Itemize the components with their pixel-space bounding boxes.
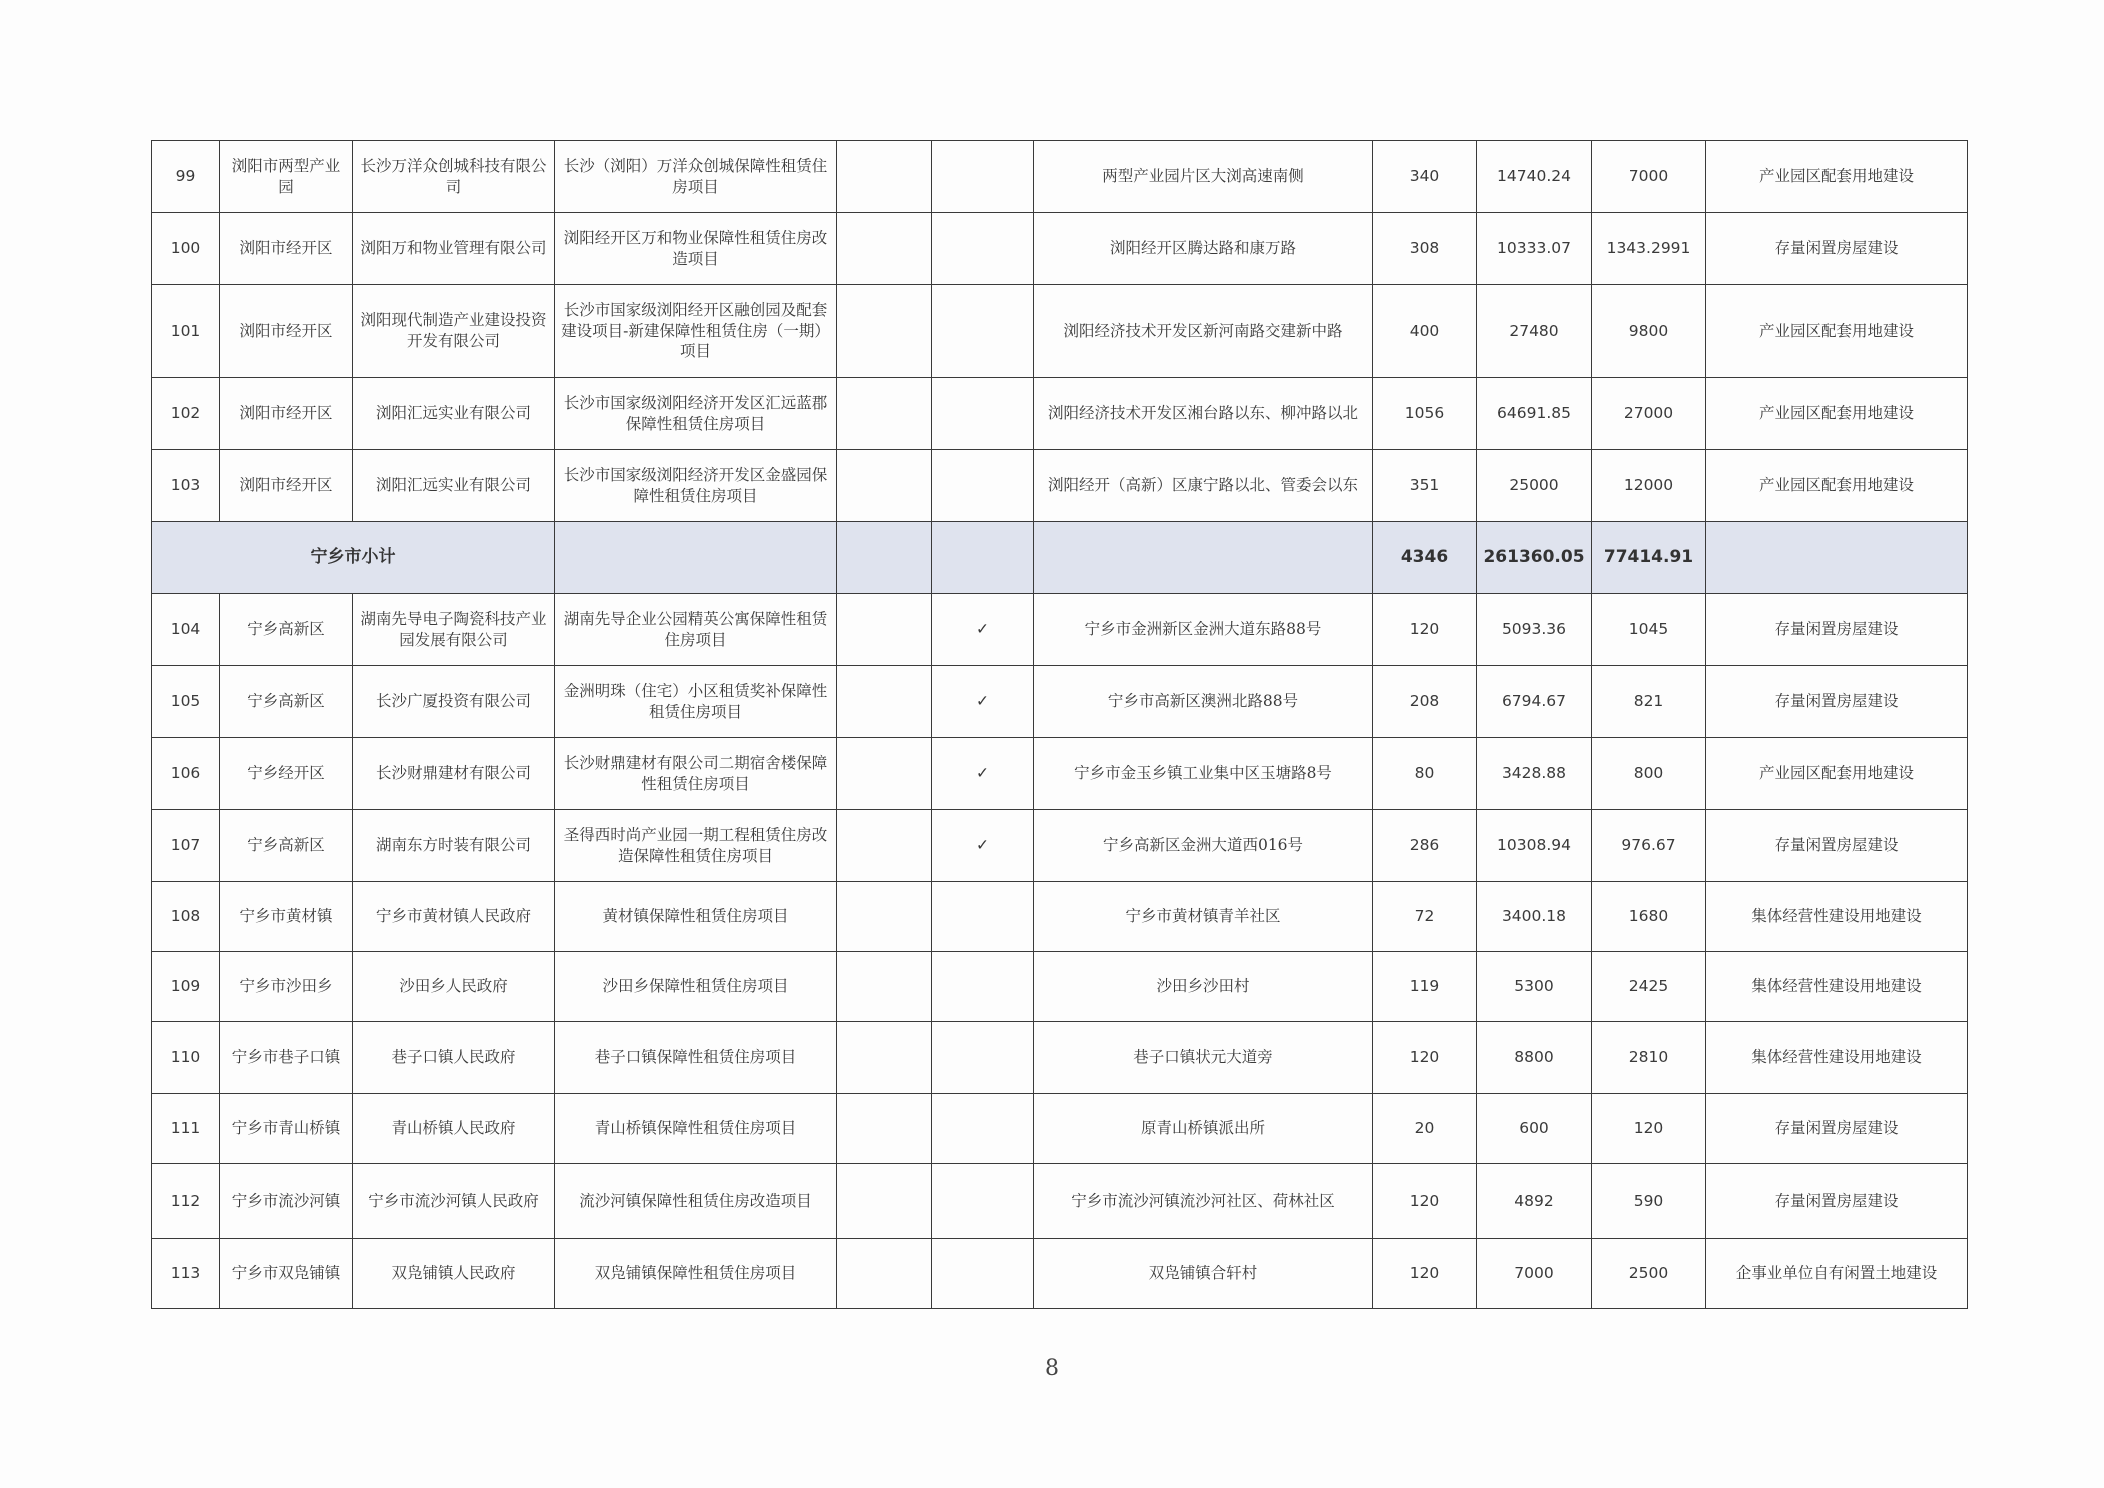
cell-company: 长沙财鼎建材有限公司 [353,738,555,810]
cell-investment: 120 [1592,1094,1706,1164]
cell-units: 80 [1373,738,1477,810]
cell-project-name: 双凫铺镇保障性租赁住房项目 [555,1239,837,1309]
cell-location: 宁乡市高新区澳洲北路88号 [1034,666,1373,738]
cell-location: 双凫铺镇合轩村 [1034,1239,1373,1309]
cell-serial-number: 104 [152,594,220,666]
cell-serial-number: 111 [152,1094,220,1164]
table-row [152,1239,1968,1309]
cell-units: 286 [1373,810,1477,882]
cell-company: 宁乡市黄材镇人民政府 [353,882,555,952]
cell-construction-type: 产业园区配套用地建设 [1706,738,1968,810]
cell-serial-number: 106 [152,738,220,810]
cell-serial-number: 112 [152,1164,220,1239]
cell-serial-number: 109 [152,952,220,1022]
subtotal-floor-area: 261360.05 [1477,522,1592,594]
cell-floor-area: 600 [1477,1094,1592,1164]
cell-company: 浏阳现代制造产业建设投资开发有限公司 [353,285,555,378]
table-row [152,952,1968,1022]
cell-construction-type: 企事业单位自有闲置土地建设 [1706,1239,1968,1309]
table-row [152,450,1968,522]
cell-company: 长沙万洋众创城科技有限公司 [353,141,555,213]
cell-location: 宁乡高新区金洲大道西016号 [1034,810,1373,882]
table-row [152,378,1968,450]
cell-units: 120 [1373,1022,1477,1094]
cell-area: 浏阳市经开区 [220,378,353,450]
cell-col6 [932,285,1034,378]
cell-investment: 800 [1592,738,1706,810]
cell-company: 宁乡市流沙河镇人民政府 [353,1164,555,1239]
cell-serial-number: 102 [152,378,220,450]
cell-company: 长沙广厦投资有限公司 [353,666,555,738]
cell-serial-number: 99 [152,141,220,213]
cell-construction-type: 存量闲置房屋建设 [1706,810,1968,882]
cell-project-name: 圣得西时尚产业园一期工程租赁住房改造保障性租赁住房项目 [555,810,837,882]
cell-location: 原青山桥镇派出所 [1034,1094,1373,1164]
cell-area: 宁乡市双凫铺镇 [220,1239,353,1309]
table-row [152,141,1968,213]
cell-project-name: 长沙市国家级浏阳经济开发区汇远蓝郡保障性租赁住房项目 [555,378,837,450]
cell-location: 宁乡市金洲新区金洲大道东路88号 [1034,594,1373,666]
cell-col6 [932,1239,1034,1309]
cell-project-name: 黄材镇保障性租赁住房项目 [555,882,837,952]
cell-floor-area: 5300 [1477,952,1592,1022]
cell-area: 宁乡市青山桥镇 [220,1094,353,1164]
cell-investment: 976.67 [1592,810,1706,882]
cell-col6 [932,1164,1034,1239]
subtotal-label: 宁乡市小计 [152,522,555,594]
cell-investment: 9800 [1592,285,1706,378]
cell-floor-area: 10308.94 [1477,810,1592,882]
cell-col5 [837,594,932,666]
cell-area: 宁乡市黄材镇 [220,882,353,952]
cell-area: 宁乡高新区 [220,810,353,882]
table-row [152,285,1968,378]
cell-units: 1056 [1373,378,1477,450]
cell-project-name: 长沙市国家级浏阳经济开发区金盛园保障性租赁住房项目 [555,450,837,522]
cell-serial-number: 107 [152,810,220,882]
cell-construction-type: 集体经营性建设用地建设 [1706,952,1968,1022]
cell-units: 208 [1373,666,1477,738]
cell-project-name: 巷子口镇保障性租赁住房项目 [555,1022,837,1094]
cell-construction-type: 存量闲置房屋建设 [1706,1164,1968,1239]
table-row [152,1094,1968,1164]
cell-col6 [932,378,1034,450]
cell-col5 [837,1164,932,1239]
subtotal-units: 4346 [1373,522,1477,594]
cell-investment: 1343.2991 [1592,213,1706,285]
cell-col5 [837,1022,932,1094]
cell-units: 308 [1373,213,1477,285]
cell-floor-area: 27480 [1477,285,1592,378]
cell-construction-type: 产业园区配套用地建设 [1706,450,1968,522]
cell-col5 [837,285,932,378]
cell-company: 浏阳万和物业管理有限公司 [353,213,555,285]
cell-company: 巷子口镇人民政府 [353,1022,555,1094]
housing-project-table [151,140,1968,1309]
checkmark-icon: ✓ [932,738,1034,810]
table-row [152,1164,1968,1239]
cell-col6 [932,450,1034,522]
table-row [152,810,1968,882]
cell-col5 [837,810,932,882]
cell-serial-number: 113 [152,1239,220,1309]
cell-units: 72 [1373,882,1477,952]
cell-col5 [837,141,932,213]
cell-project-name: 湖南先导企业公园精英公寓保障性租赁住房项目 [555,594,837,666]
subtotal-empty-cell [932,522,1034,594]
cell-col5 [837,1239,932,1309]
cell-company: 浏阳汇远实业有限公司 [353,450,555,522]
checkmark-icon: ✓ [932,810,1034,882]
cell-location: 浏阳经济技术开发区湘台路以东、柳冲路以北 [1034,378,1373,450]
cell-serial-number: 105 [152,666,220,738]
cell-investment: 1680 [1592,882,1706,952]
cell-serial-number: 101 [152,285,220,378]
cell-floor-area: 6794.67 [1477,666,1592,738]
cell-location: 浏阳经开（高新）区康宁路以北、管委会以东 [1034,450,1373,522]
cell-location: 浏阳经开区腾达路和康万路 [1034,213,1373,285]
cell-area: 浏阳市经开区 [220,450,353,522]
cell-floor-area: 25000 [1477,450,1592,522]
cell-location: 沙田乡沙田村 [1034,952,1373,1022]
cell-location: 浏阳经济技术开发区新河南路交建新中路 [1034,285,1373,378]
cell-company: 青山桥镇人民政府 [353,1094,555,1164]
cell-col5 [837,1094,932,1164]
cell-construction-type: 集体经营性建设用地建设 [1706,882,1968,952]
cell-units: 120 [1373,594,1477,666]
cell-units: 20 [1373,1094,1477,1164]
cell-col6 [932,952,1034,1022]
cell-project-name: 金洲明珠（住宅）小区租赁奖补保障性租赁住房项目 [555,666,837,738]
cell-construction-type: 产业园区配套用地建设 [1706,378,1968,450]
cell-location: 宁乡市流沙河镇流沙河社区、荷林社区 [1034,1164,1373,1239]
cell-col5 [837,952,932,1022]
cell-units: 340 [1373,141,1477,213]
table-row [152,594,1968,666]
cell-col6 [932,213,1034,285]
cell-floor-area: 5093.36 [1477,594,1592,666]
cell-investment: 12000 [1592,450,1706,522]
cell-col5 [837,450,932,522]
cell-construction-type: 存量闲置房屋建设 [1706,594,1968,666]
cell-project-name: 流沙河镇保障性租赁住房改造项目 [555,1164,837,1239]
cell-investment: 27000 [1592,378,1706,450]
checkmark-icon: ✓ [932,666,1034,738]
cell-area: 宁乡高新区 [220,594,353,666]
cell-project-name: 青山桥镇保障性租赁住房项目 [555,1094,837,1164]
subtotal-empty-cell [555,522,837,594]
cell-company: 湖南东方时装有限公司 [353,810,555,882]
subtotal-empty-cell [837,522,932,594]
cell-construction-type: 产业园区配套用地建设 [1706,285,1968,378]
cell-serial-number: 110 [152,1022,220,1094]
cell-col6 [932,1094,1034,1164]
cell-investment: 2500 [1592,1239,1706,1309]
cell-units: 400 [1373,285,1477,378]
table-row [152,738,1968,810]
cell-area: 宁乡经开区 [220,738,353,810]
cell-serial-number: 100 [152,213,220,285]
cell-units: 120 [1373,1239,1477,1309]
cell-serial-number: 108 [152,882,220,952]
cell-col6 [932,141,1034,213]
cell-project-name: 长沙（浏阳）万洋众创城保障性租赁住房项目 [555,141,837,213]
cell-location: 宁乡市金玉乡镇工业集中区玉塘路8号 [1034,738,1373,810]
cell-location: 两型产业园片区大浏高速南侧 [1034,141,1373,213]
cell-investment: 590 [1592,1164,1706,1239]
cell-area: 宁乡市沙田乡 [220,952,353,1022]
subtotal-empty-cell [1706,522,1968,594]
cell-construction-type: 存量闲置房屋建设 [1706,666,1968,738]
cell-floor-area: 3400.18 [1477,882,1592,952]
subtotal-empty-cell [1034,522,1373,594]
cell-company: 浏阳汇远实业有限公司 [353,378,555,450]
cell-floor-area: 7000 [1477,1239,1592,1309]
cell-serial-number: 103 [152,450,220,522]
cell-floor-area: 14740.24 [1477,141,1592,213]
cell-company: 沙田乡人民政府 [353,952,555,1022]
subtotal-investment: 77414.91 [1592,522,1706,594]
cell-col6 [932,1022,1034,1094]
cell-area: 宁乡市巷子口镇 [220,1022,353,1094]
cell-floor-area: 10333.07 [1477,213,1592,285]
cell-units: 120 [1373,1164,1477,1239]
cell-investment: 1045 [1592,594,1706,666]
cell-floor-area: 8800 [1477,1022,1592,1094]
cell-construction-type: 产业园区配套用地建设 [1706,141,1968,213]
cell-investment: 821 [1592,666,1706,738]
cell-construction-type: 存量闲置房屋建设 [1706,213,1968,285]
cell-col5 [837,666,932,738]
cell-floor-area: 64691.85 [1477,378,1592,450]
table-row [152,882,1968,952]
cell-construction-type: 集体经营性建设用地建设 [1706,1022,1968,1094]
cell-project-name: 沙田乡保障性租赁住房项目 [555,952,837,1022]
cell-area: 宁乡高新区 [220,666,353,738]
cell-investment: 2425 [1592,952,1706,1022]
cell-company: 双凫铺镇人民政府 [353,1239,555,1309]
cell-project-name: 长沙市国家级浏阳经开区融创园及配套建设项目-新建保障性租赁住房（一期）项目 [555,285,837,378]
subtotal-row [152,522,1968,594]
cell-floor-area: 3428.88 [1477,738,1592,810]
cell-area: 浏阳市两型产业园 [220,141,353,213]
cell-area: 浏阳市经开区 [220,213,353,285]
cell-col5 [837,213,932,285]
cell-col5 [837,738,932,810]
cell-company: 湖南先导电子陶瓷科技产业园发展有限公司 [353,594,555,666]
cell-floor-area: 4892 [1477,1164,1592,1239]
cell-investment: 7000 [1592,141,1706,213]
table-row [152,1022,1968,1094]
table-row [152,213,1968,285]
page-number: 8 [1045,1356,1059,1381]
cell-investment: 2810 [1592,1022,1706,1094]
checkmark-icon: ✓ [932,594,1034,666]
cell-col6 [932,882,1034,952]
cell-construction-type: 存量闲置房屋建设 [1706,1094,1968,1164]
table-row [152,666,1968,738]
cell-area: 浏阳市经开区 [220,285,353,378]
cell-area: 宁乡市流沙河镇 [220,1164,353,1239]
cell-col5 [837,882,932,952]
cell-col5 [837,378,932,450]
cell-location: 巷子口镇状元大道旁 [1034,1022,1373,1094]
cell-units: 351 [1373,450,1477,522]
cell-location: 宁乡市黄材镇青羊社区 [1034,882,1373,952]
cell-units: 119 [1373,952,1477,1022]
cell-project-name: 长沙财鼎建材有限公司二期宿舍楼保障性租赁住房项目 [555,738,837,810]
cell-project-name: 浏阳经开区万和物业保障性租赁住房改造项目 [555,213,837,285]
